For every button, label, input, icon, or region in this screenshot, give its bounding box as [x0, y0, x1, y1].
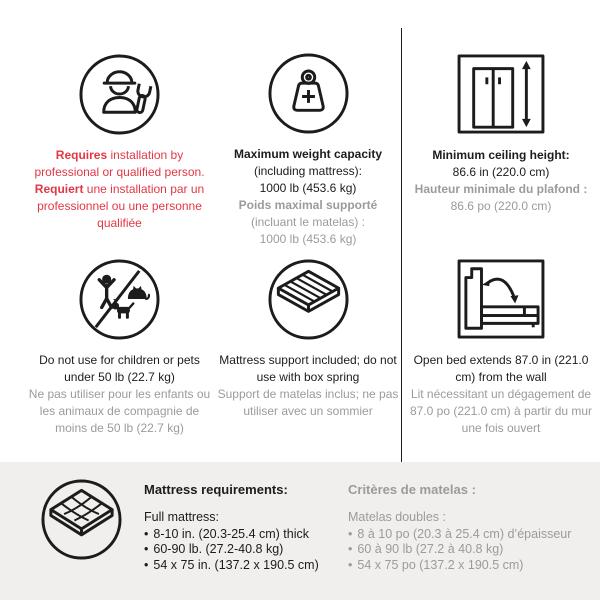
- max-weight-sub-fr: (incluant le matelas) :: [250, 215, 366, 229]
- bullet-icon: [348, 558, 352, 574]
- ceiling-value-fr: 86.6 po (220.0 cm): [450, 199, 552, 213]
- no-children-text: [24, 352, 215, 437]
- mattress-support-fr: Support de matelas inclus; ne pas utiliser avec un sommier: [217, 387, 399, 418]
- mattress-type-fr: Matelas doubles :: [348, 510, 446, 524]
- max-weight-value-fr: 1000 lb (453.6 kg): [259, 232, 357, 246]
- list-item: [348, 527, 600, 543]
- open-bed-en: Open bed extends 87.0 in (221.0 cm) from the wall: [413, 353, 589, 384]
- max-weight-sub-en: (including mattress):: [253, 164, 363, 178]
- mattress-bullets-fr: [348, 527, 600, 574]
- mattress-icon: [40, 478, 123, 600]
- mattress-requirements-en: [144, 462, 340, 600]
- list-item: [144, 558, 340, 574]
- no-children-fr: Ne pas utiliser pour les enfants ou les animaux de compagnie de moins de 50 lb (22.7 kg): [28, 387, 211, 435]
- bullet-icon: [348, 527, 352, 543]
- mattress-weight-fr: 60 à 90 lb (27.2 à 40.8 kg): [357, 542, 504, 556]
- bullet-icon: [144, 542, 148, 558]
- list-item: [144, 527, 340, 543]
- mattress-requirements-title-fr: Critères de matelas :: [348, 482, 476, 497]
- no-children-en: Do not use for children or pets under 50 lb (22.7 kg): [39, 353, 200, 384]
- ceiling-value-en: 86.6 in (220.0 cm): [452, 165, 550, 179]
- open-bed-text: [406, 352, 596, 437]
- mattress-requirements-fr: [348, 462, 600, 600]
- installation-note-fr: Requiert une installation par un professionnel ou une personne qualifiée: [34, 182, 205, 230]
- list-item: [348, 542, 600, 558]
- mattress-thickness-en: 8-10 in. (20.3-25.4 cm) thick: [153, 526, 310, 541]
- mattress-size-fr: 54 x 75 po (137.2 x 190.5 cm): [357, 557, 524, 572]
- spec-cell-ceiling-height: [401, 28, 600, 233]
- list-item: [348, 558, 600, 574]
- ceiling-title-en: Minimum ceiling height:: [432, 148, 570, 162]
- mattress-requirements-panel: [0, 462, 600, 600]
- spec-cell-installation: [0, 28, 215, 233]
- spec-cell-no-children-pets: [0, 233, 215, 462]
- spec-grid: [0, 28, 600, 462]
- ceiling-title-fr: Hauteur minimale du plafond :: [414, 182, 588, 196]
- bullet-icon: [144, 558, 148, 574]
- ceiling-height-icon: [457, 52, 545, 136]
- installer-wrench-icon: [78, 52, 161, 136]
- spec-cell-open-bed: [401, 233, 600, 462]
- mattress-support-en: Mattress support included; do not use with box spring: [219, 353, 397, 384]
- mattress-support-text: [217, 352, 399, 420]
- mattress-size-en: 54 x 75 in. (137.2 x 190.5 cm): [153, 557, 319, 572]
- open-bed-icon: [457, 257, 545, 341]
- mattress-bullets-en: [144, 527, 340, 574]
- slatted-support-icon: [267, 257, 350, 341]
- max-weight-title-en: Maximum weight capacity: [233, 147, 383, 161]
- mattress-requirements-title-en: Mattress requirements:: [144, 482, 288, 497]
- installation-note-en: Requires installation by professional or qualified person.: [34, 148, 205, 179]
- ceiling-height-text: [415, 147, 588, 215]
- weight-plus-icon: [267, 52, 350, 135]
- spec-cell-max-weight: [215, 28, 401, 246]
- mattress-thickness-fr: 8 à 10 po (20.3 à 25.4 cm) d’épaisseur: [357, 526, 572, 541]
- max-weight-value-en: 1000 lb (453.6 kg): [259, 181, 357, 195]
- open-bed-fr: Lit nécessitant un dégagement de 87.0 po (221.0 cm) à partir du mur une fois ouvert: [409, 387, 593, 435]
- bullet-icon: [144, 527, 148, 543]
- mattress-type-en: Full mattress:: [144, 510, 220, 524]
- no-children-pets-icon: [78, 257, 161, 341]
- max-weight-title-fr: Poids maximal supporté: [238, 198, 378, 212]
- list-item: [144, 542, 340, 558]
- mattress-weight-en: 60-90 lb. (27.2-40.8 kg): [153, 542, 284, 556]
- bullet-icon: [348, 542, 352, 558]
- spec-cell-mattress-support: [215, 233, 401, 462]
